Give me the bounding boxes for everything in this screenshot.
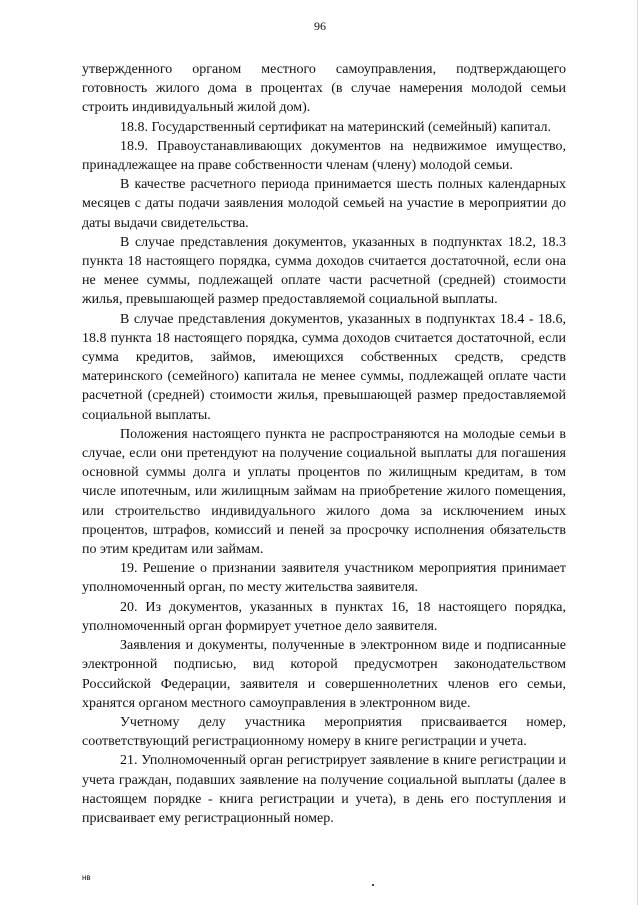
- scan-edge: [637, 0, 638, 905]
- paragraph-calculation-period: В качестве расчетного периода принимается шесть полных календарных месяцев с даты подачи заявления молодой семьей на участие в мероприятии до даты выдачи свидетельства.: [82, 177, 566, 231]
- paragraph-18-9: 18.9. Правоустанавливающих документов на недвижимое имущество, принадлежащее на праве собственности членам (члену) молодой семьи.: [82, 138, 566, 174]
- paragraph-exceptions: Положения настоящего пункта не распространяются на молодые семьи в случае, если они претендуют на получение социальной выплаты для погашения основной суммы долга и уплаты процентов по жилищным кредитам, в том числе ипотечным, или жилищным займам на приобретение жилого помещения, или строительство индивидуального жилого дома за исключением иных процентов, штрафов, комиссий и пеней за просрочку исполнения обязательств по этим кредитам или займам.: [82, 426, 566, 558]
- paragraph-electronic-documents: Заявления и документы, полученные в электронном виде и подписанные электронной подписью, вид которой предусмотрен законодательством Российской Федерации, заявителя и совершеннолетних членов его семьи, хранятся органом местного самоуправления в электронном виде.: [82, 638, 566, 711]
- footer-mark: нв: [82, 873, 91, 882]
- paragraph-continuation: утвержденного органом местного самоуправления, подтверждающего готовность жилого дома в процентах (в случае намерения молодой семьи строить индивидуальный жилой дом).: [82, 62, 566, 116]
- paragraph-income-sufficiency-a: В случае представления документов, указанных в подпунктах 18.2, 18.3 пункта 18 настоящего порядка, сумма доходов считается достаточной, если она не менее суммы, подлежащей оплате части расчетной (средней) стоимости жилья, превышающей размер предоставляемой социальной выплаты.: [82, 234, 566, 308]
- page-number: 96: [314, 19, 326, 33]
- document-body: [82, 60, 566, 828]
- scan-speck: [372, 884, 374, 886]
- paragraph-income-sufficiency-b: В случае представления документов, указанных в подпунктах 18.4 - 18.6, 18.8 пункта 18 настоящего порядка, сумма доходов считается достаточной, если сумма кредитов, займов, имеющихся собственных средств, средств материнского (семейного) капитала не менее суммы, подлежащей оплате части расчетной (средней) стоимости жилья, превышающей размер предоставляемой социальной выплаты.: [82, 311, 566, 423]
- paragraph-20: 20. Из документов, указанных в пунктах 16, 18 настоящего порядка, уполномоченный орган формирует учетное дело заявителя.: [82, 599, 566, 634]
- paragraph-registration-number: Учетному делу участника мероприятия присваивается номер, соответствующий регистрационному номеру в книге регистрации и учета.: [82, 714, 566, 750]
- paragraph-21: 21. Уполномоченный орган регистрирует заявление в книге регистрации и учета граждан, подавших заявление на получение социальной выплаты (далее в настоящем порядке - книга регистрации и учета), в день его поступления и присваивает ему регистрационный номер.: [82, 753, 566, 826]
- paragraph-18-8: 18.8. Государственный сертификат на материнский (семейный) капитал.: [120, 119, 552, 135]
- paragraph-19: 19. Решение о признании заявителя участником мероприятия принимает уполномоченный орган, по месту жительства заявителя.: [82, 561, 566, 596]
